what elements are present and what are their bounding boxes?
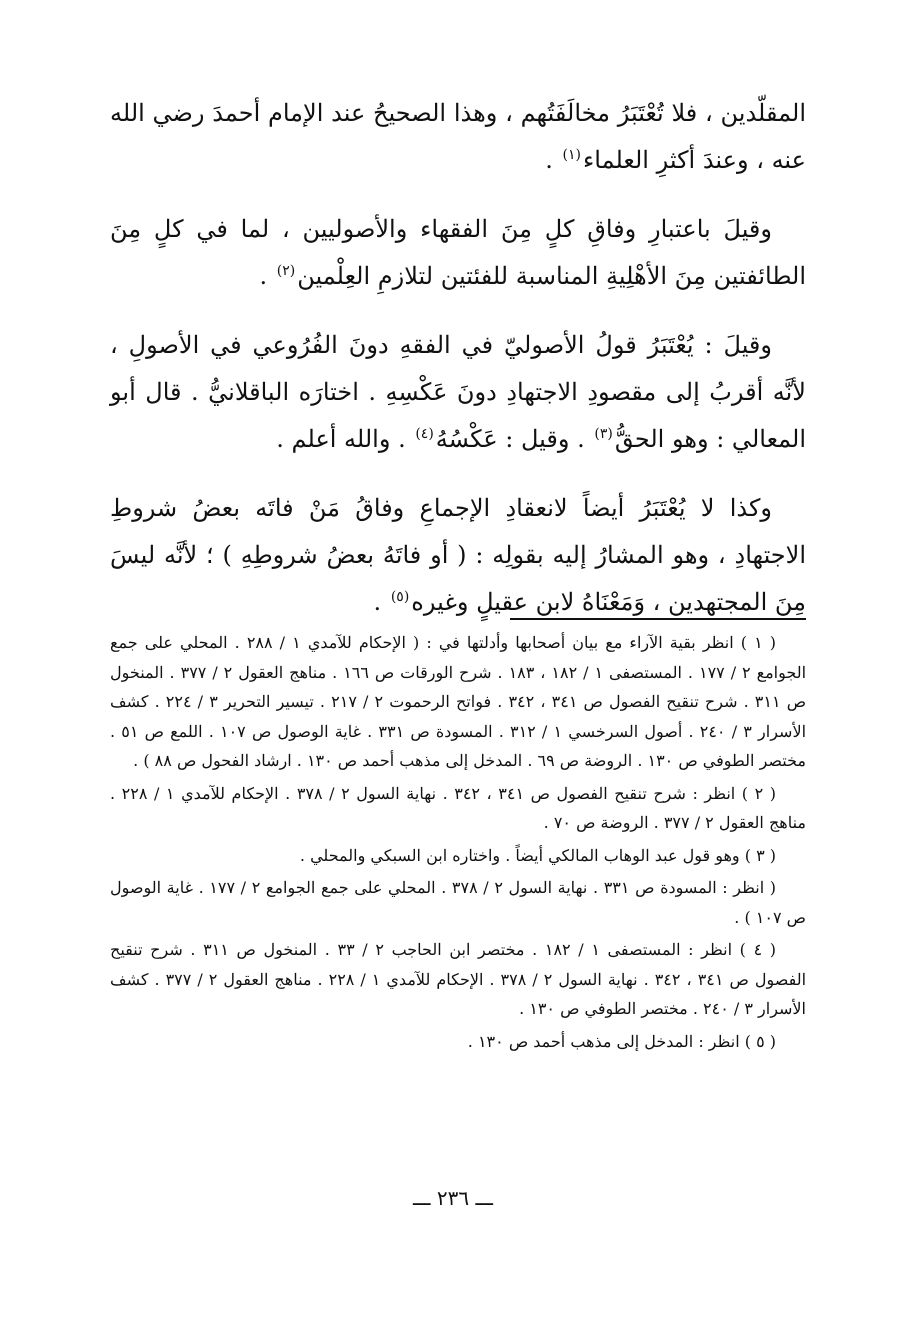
paragraph-3-text: وقيلَ : يُعْتَبَرُ قولُ الأصوليّ في الفقهِ دونَ الفُرُوعي في الأصولِ ، لأنَّه أقربُ إلى مقصودِ الاجتهادِ دونَ عَكْسِهِ . اختارَه الباقلانيُّ . قال أبو المعالي : وهو الحقُّ — [110, 331, 806, 453]
footnote-separator — [510, 618, 806, 620]
footnote-ref-4: (٤) — [415, 426, 434, 442]
footnote-3-continued: ( انظر : المسودة ص ٣٣١ . نهاية السول ٢ / ٣٧٨ . المحلي على جمع الجوامع ٢ / ١٧٧ . غاية الوصول ص ١٠٧ ) . — [110, 878, 806, 927]
footnote-2: ( ٢ ) انظر : شرح تنقيح الفصول ص ٣٤١ ، ٣٤٢ . نهاية السول ٢ / ٣٧٨ . الإحكام للآمدي ١ / ٢٢٨ . مناهج العقول ٢ / ٣٧٧ . الروضة ص ٧٠ . — [110, 783, 806, 832]
main-text — [110, 90, 806, 648]
page-number: ـــ ٢٣٦ ـــ — [412, 1186, 494, 1210]
footnote-3: ( ٣ ) وهو قول عبد الوهاب المالكي أيضاً . واختاره ابن السبكي والمحلي . — [299, 845, 776, 865]
paragraph-4 — [110, 485, 806, 626]
paragraph-2 — [110, 206, 806, 300]
footnote-ref-2: (٢) — [276, 263, 296, 279]
paragraph-3 — [110, 322, 806, 463]
footnotes — [110, 628, 806, 1059]
paragraph-2-tail: . — [259, 262, 275, 290]
footnote-ref-3: (٣) — [594, 426, 613, 442]
footnote-1: ( ١ ) انظر بقية الآراء مع بيان أصحابها وأدلتها في : ( الإحكام للآمدي ١ / ٢٨٨ . المحلي على جمع الجوامع ٢ / ١٧٧ . المستصفى ١ / ١٨٢ ، ١٨٣ . شرح الورقات ص ١٦٦ . مناهج العقول ٢ / ٣٧٧ . المنخول ص ٣١١ . شرح تنقيح الفصول ص ٣٤١ ، ٣٤٢ . فواتح الرحموت ٢ / ٢١٧ . تيسير التحرير ٣ / ٢٢٤ . كشف الأسرار ٣ / ٢٤٠ . أصول السرخسي ١ / ٣١٢ . المسودة ص ٣٣١ . غاية الوصول ص ١٠٧ . اللمع ص ٥١ . مختصر الطوفي ص ١٣٠ . الروضة ص ٦٩ . المدخل إلى مذهب أحمد ص ١٣٠ . ارشاد الفحول ص ٨٨ ) . — [110, 633, 807, 770]
footnote-ref-5: (٥) — [390, 589, 410, 605]
footnote-4: ( ٤ ) انظر : المستصفى ١ / ١٨٢ . مختصر ابن الحاجب ٢ / ٣٣ . المنخول ص ٣١١ . شرح تنقيح الفصول ص ٣٤١ ، ٣٤٢ . نهاية السول ٢ / ٣٧٨ . الإحكام للآمدي ١ / ٢٢٨ . مناهج العقول ٢ / ٣٧٧ . كشف الأسرار ٣ / ٢٤٠ . مختصر الطوفي ص ١٣٠ . — [110, 940, 807, 1018]
paragraph-4-text: وكذا لا يُعْتَبَرُ أيضاً لانعقادِ الإجماعِ وفاقُ مَنْ فاتَه بعضُ شروطِ الاجتهادِ ، وهو المشارُ إليه بقولِه : ( أو فاتَهُ بعضُ شروطِهِ ) ؛ لأنَّه ليسَ مِنَ المجتهدين ، وَمَعْنَاهُ لابن عقيلٍ وغيره — [110, 494, 806, 616]
paragraph-3-tail: . والله أعلم . — [276, 425, 414, 453]
paragraph-1-tail: . — [545, 146, 561, 174]
paragraph-3-mid: . وقيل : عَكْسُهُ — [435, 425, 593, 453]
paragraph-1 — [110, 90, 806, 184]
footnote-5: ( ٥ ) انظر : المدخل إلى مذهب أحمد ص ١٣٠ . — [467, 1031, 776, 1051]
paragraph-2-text: وقيلَ باعتبارِ وفاقِ كلٍ مِنَ الفقهاء والأصوليين ، لما في كلٍ مِنَ الطائفتين مِنَ الأهْلِيةِ المناسبة للفئتين لتلازمِ العِلْمين — [110, 215, 806, 290]
paragraph-1-text: المقلّدين ، فلا تُعْتَبَرُ مخالَفَتُهم ، وهذا الصحيحُ عند الإمام أحمدَ رضي الله عنه ، وعندَ أكثرِ العلماء — [110, 99, 806, 174]
footnote-ref-1: (١) — [562, 147, 581, 163]
paragraph-4-tail: . — [373, 588, 389, 616]
